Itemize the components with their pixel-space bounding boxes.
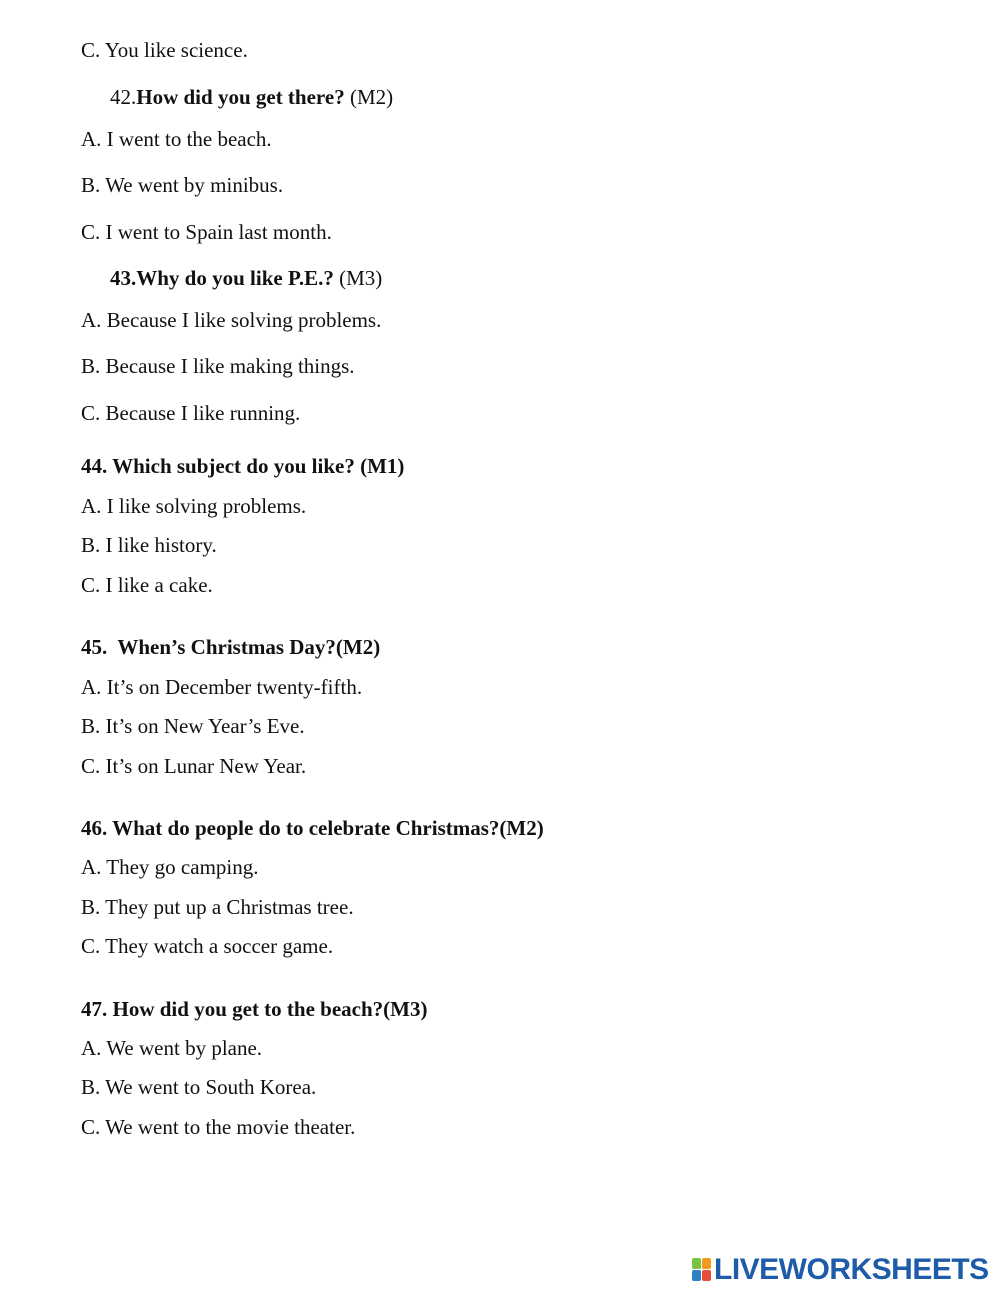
q43-option-c: C. Because I like running. <box>81 401 301 425</box>
q45-option-a: A. It’s on December twenty-fifth. <box>81 675 363 699</box>
q46-option-c: C. They watch a soccer game. <box>81 934 334 958</box>
q42-number: 42. <box>110 85 137 109</box>
liveworksheets-logo-text: LIVEWORKSHEETS <box>714 1253 989 1286</box>
q42-heading <box>110 85 393 109</box>
q43-heading <box>110 266 382 290</box>
q45-option-c: C. It’s on Lunar New Year. <box>81 754 307 778</box>
q45-option-b: B. It’s on New Year’s Eve. <box>81 714 305 738</box>
q42-option-c: C. I went to Spain last month. <box>81 220 332 244</box>
q47-heading: 47. How did you get to the beach?(M3) <box>81 997 428 1021</box>
q44-option-b: B. I like history. <box>81 533 217 557</box>
q43-number: 43. <box>110 266 137 290</box>
q42-option-b: B. We went by minibus. <box>81 173 284 197</box>
q43-question: Why do you like P.E.? <box>136 266 334 290</box>
q44-heading: 44. Which subject do you like? (M1) <box>81 454 405 478</box>
q47-option-a: A. We went by plane. <box>81 1036 263 1060</box>
q46-heading: 46. What do people do to celebrate Christmas?(M2) <box>81 816 544 840</box>
q41-option-c: C. You like science. <box>81 38 248 62</box>
q46-option-b: B. They put up a Christmas tree. <box>81 895 354 919</box>
q47-option-c: C. We went to the movie theater. <box>81 1115 356 1139</box>
q43-option-a: A. Because I like solving problems. <box>81 308 382 332</box>
q42-question: How did you get there? <box>136 85 345 109</box>
q44-option-a: A. I like solving problems. <box>81 494 307 518</box>
q43-option-b: B. Because I like making things. <box>81 354 355 378</box>
liveworksheets-logo-icon <box>692 1258 712 1282</box>
liveworksheets-logo <box>692 1254 989 1286</box>
q47-option-b: B. We went to South Korea. <box>81 1075 317 1099</box>
q42-tag: (M2) <box>349 85 394 109</box>
q46-option-a: A. They go camping. <box>81 855 259 879</box>
q44-option-c: C. I like a cake. <box>81 573 213 597</box>
q45-heading: 45. When’s Christmas Day?(M2) <box>81 635 381 659</box>
q42-option-a: A. I went to the beach. <box>81 127 272 151</box>
q43-tag: (M3) <box>339 266 383 290</box>
